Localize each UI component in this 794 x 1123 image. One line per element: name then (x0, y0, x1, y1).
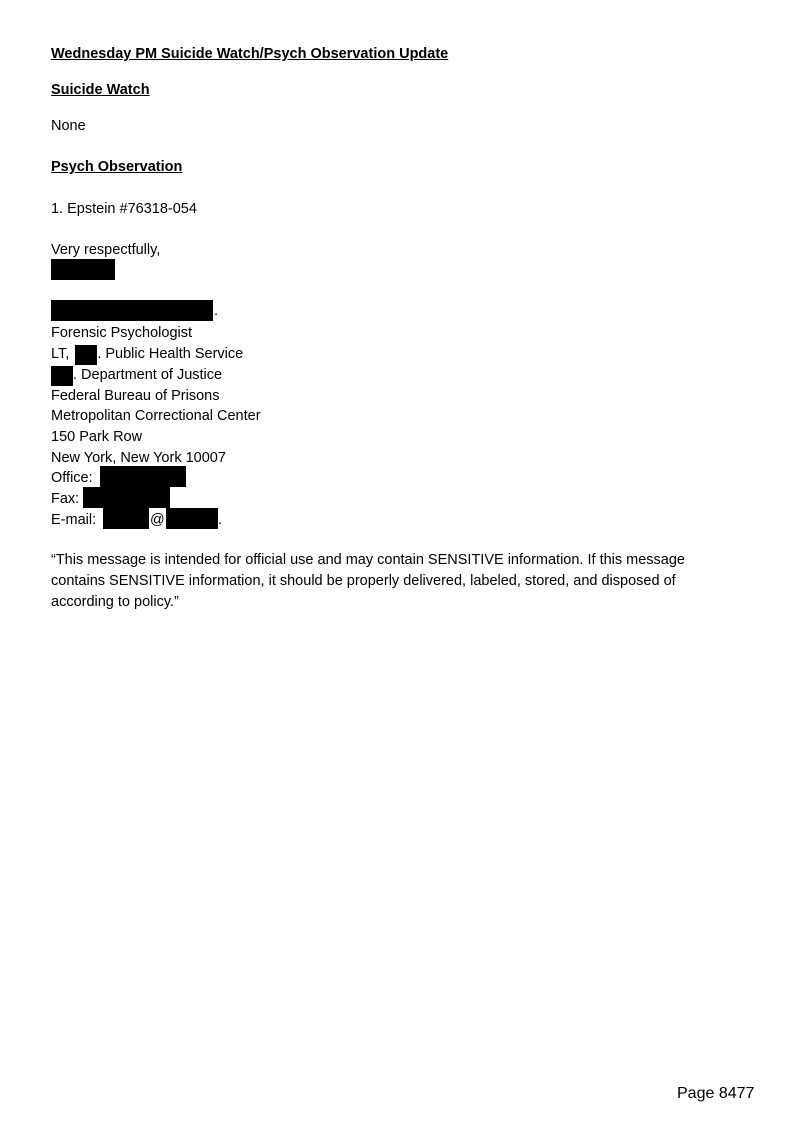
redaction-block (51, 259, 115, 280)
signature-dept-suffix: . Department of Justice (73, 367, 223, 383)
signature-title: Forensic Psychologist (51, 325, 193, 341)
signature-rank-suffix: . Public Health Service (97, 346, 244, 362)
disclaimer-text: “This message is intended for official use and may contain SENSITIVE information. If this message contains SENSITIVE information, it should be properly delivered, labeled, stored, and disposed of according to policy.” (51, 552, 685, 610)
redaction-block (83, 487, 170, 508)
page-number: Page 8477 (677, 1085, 755, 1102)
suicide-watch-heading: Suicide Watch (51, 82, 150, 98)
redaction-block (100, 466, 186, 487)
redaction-block (51, 300, 213, 321)
redaction-block (166, 508, 218, 529)
suicide-watch-value: None (51, 118, 86, 134)
signature-email-end: . (218, 512, 223, 528)
closing-text: Very respectfully, (51, 242, 161, 258)
signature-email-at: @ (150, 512, 165, 528)
signature-office-label: Office: (51, 470, 93, 486)
signature-rank-line (51, 345, 243, 365)
redaction-block (51, 366, 73, 386)
signature-email-label: E-mail: (51, 512, 97, 528)
redaction-block (103, 508, 149, 529)
signature-rank-prefix: LT, (51, 346, 70, 362)
psych-observation-item: 1. Epstein #76318-054 (51, 201, 197, 217)
signature-fax-label: Fax: (51, 491, 80, 507)
signature-dept-line (51, 366, 222, 386)
document-title: Wednesday PM Suicide Watch/Psych Observation Update (51, 46, 449, 62)
signature-street: 150 Park Row (51, 429, 143, 445)
psych-observation-heading: Psych Observation (51, 159, 183, 175)
redaction-block (75, 345, 97, 365)
signature-facility: Metropolitan Correctional Center (51, 408, 261, 424)
signature-city: New York, New York 10007 (51, 450, 226, 466)
signature-name-suffix: . (214, 303, 219, 319)
signature-bureau: Federal Bureau of Prisons (51, 388, 220, 404)
